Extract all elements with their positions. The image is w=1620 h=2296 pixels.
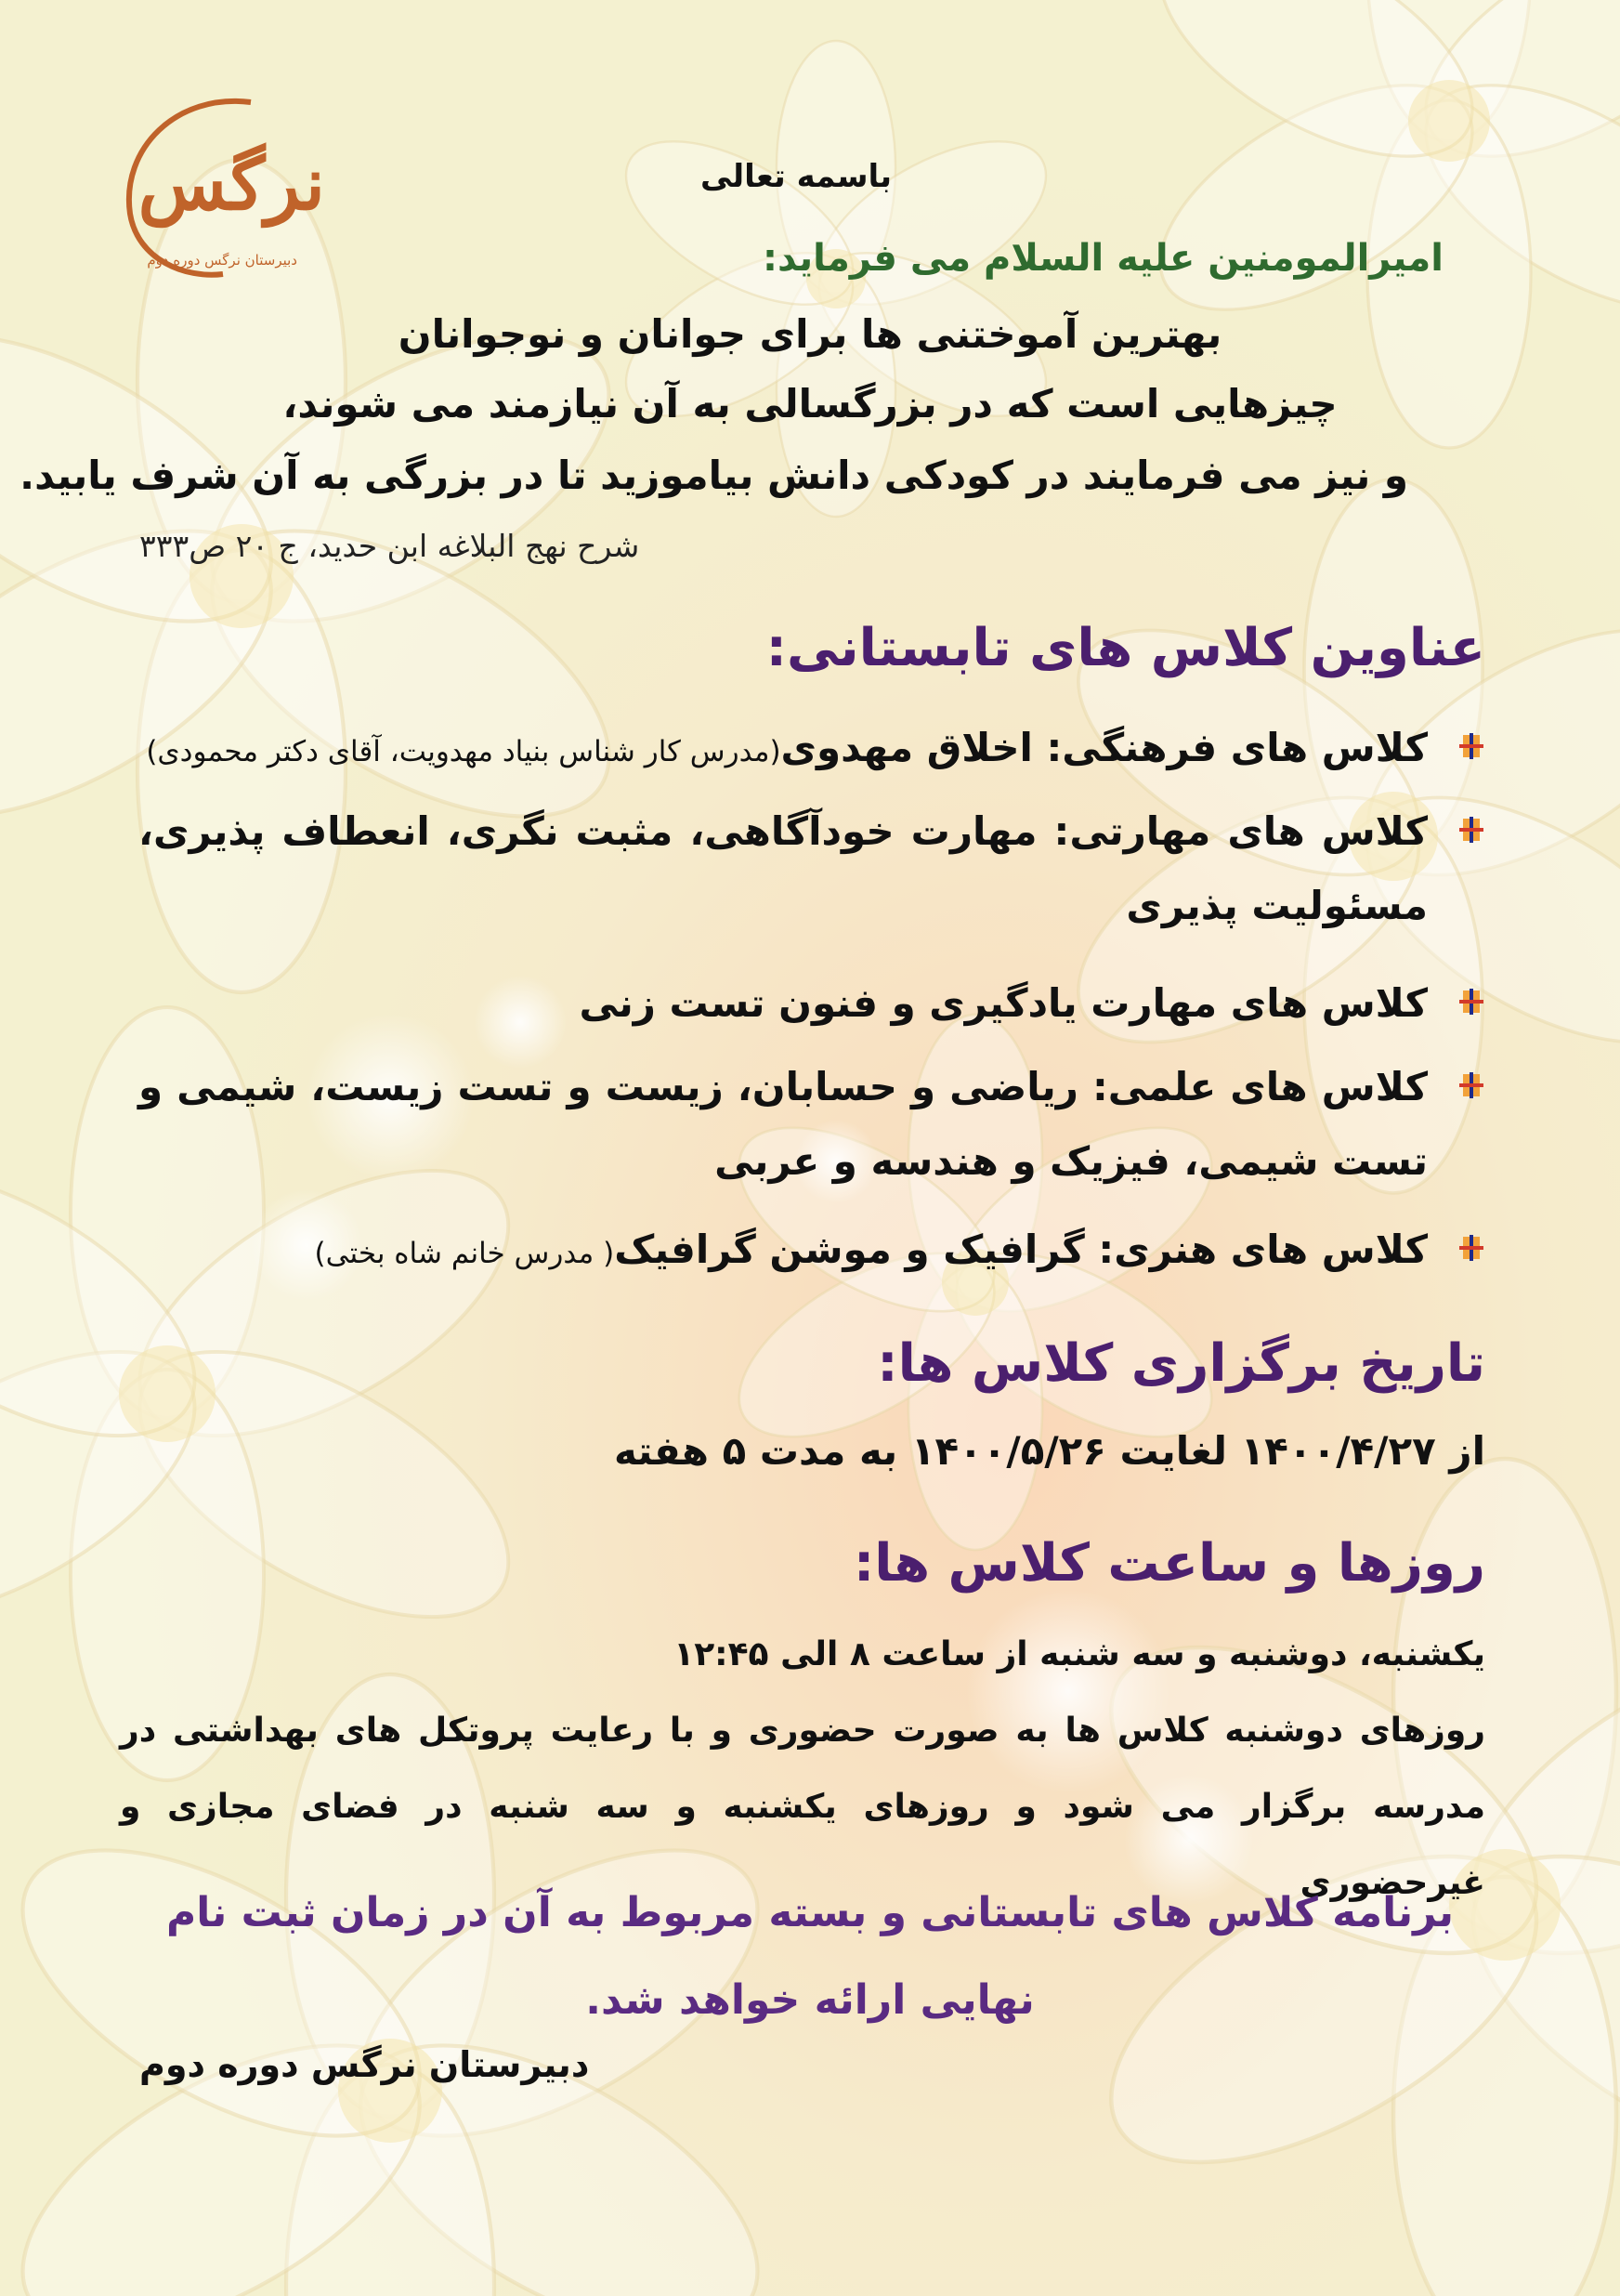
registration-notice: برنامه کلاس های تابستانی و بسته مربوط به آن در زمان ثبت نام نهایی ارائه خواهد شد. [165, 1889, 1455, 2024]
course-label: کلاس های هنری: گرافیک و موشن گرافیک [614, 1227, 1428, 1272]
quote-source: شرح نهج البلاغه ابن حدید، ج ۲۰ ص۳۳۳ [139, 528, 640, 564]
bullet-icon [1457, 1070, 1485, 1100]
quote-line-1: بهترین آموختنی ها برای جوانان و نوجوانان [398, 311, 1222, 357]
days-description: روزهای دوشنبه کلاس ها به صورت حضوری و با رعایت پروتکل های بهداشتی در مدرسه برگزار می شود و روزهای یکشنبه و سه شنبه در فضای مجازی و غیرحضوری [120, 1712, 1485, 1902]
bullet-icon [1457, 987, 1485, 1017]
bullet-icon [1457, 731, 1485, 761]
course-label: کلاس های فرهنگی: اخلاق مهدوی [780, 725, 1428, 770]
imam-attribution: امیرالمومنین علیه السلام می فرماید: [762, 237, 1444, 280]
bullet-icon [1457, 1233, 1485, 1263]
logo-text: نرگس [137, 142, 325, 227]
course-item-art [138, 1213, 1485, 1291]
course-label: کلاس های علمی: ریاضی و حسابان، زیست و تست زیست، شیمی و تست شیمی، فیزیک و هندسه و عربی [138, 1064, 1428, 1184]
course-label: کلاس های مهارتی: مهارت خودآگاهی، مثبت نگری، انعطاف پذیری، مسئولیت پذیری [138, 808, 1428, 928]
school-logo [111, 84, 362, 307]
dates-text: از ۱۴۰۰/۴/۲۷ لغایت ۱۴۰۰/۵/۲۶ به مدت ۵ هفته [614, 1428, 1485, 1474]
course-label: کلاس های مهارت یادگیری و فنون تست زنی [579, 980, 1428, 1026]
courses-heading: عناوین کلاس های تابستانی: [765, 618, 1485, 678]
signature: دبیرستان نرگس دوره دوم [139, 2044, 590, 2085]
course-item-cultural [138, 711, 1485, 789]
course-item-learning [138, 966, 1485, 1041]
course-note: ( مدرس خانم شاه بختی) [314, 1237, 615, 1270]
bullet-icon [1457, 815, 1485, 845]
quote-line-2: چیزهایی است که در بزرگسالی به آن نیازمند می شوند، [282, 381, 1338, 426]
days-hours: یکشنبه، دوشنبه و سه شنبه از ساعت ۸ الی ۱۲:۴۵ [673, 1635, 1485, 1673]
quote-line-3: و نیز می فرمایند در کودکی دانش بیاموزید تا در بزرگی به آن شرف یابید. [20, 453, 1408, 498]
basmeh: باسمه تعالی [699, 158, 893, 195]
course-note: (مدرس کار شناس بنیاد مهدویت، آقای دکتر محمودی) [146, 735, 781, 768]
course-item-science [138, 1050, 1485, 1199]
logo-subtitle: دبیرستان نرگس دوره دوم [147, 252, 297, 269]
course-item-skills [138, 794, 1485, 943]
dates-heading: تاریخ برگزاری کلاس ها: [877, 1333, 1485, 1394]
days-heading: روزها و ساعت کلاس ها: [853, 1533, 1485, 1594]
